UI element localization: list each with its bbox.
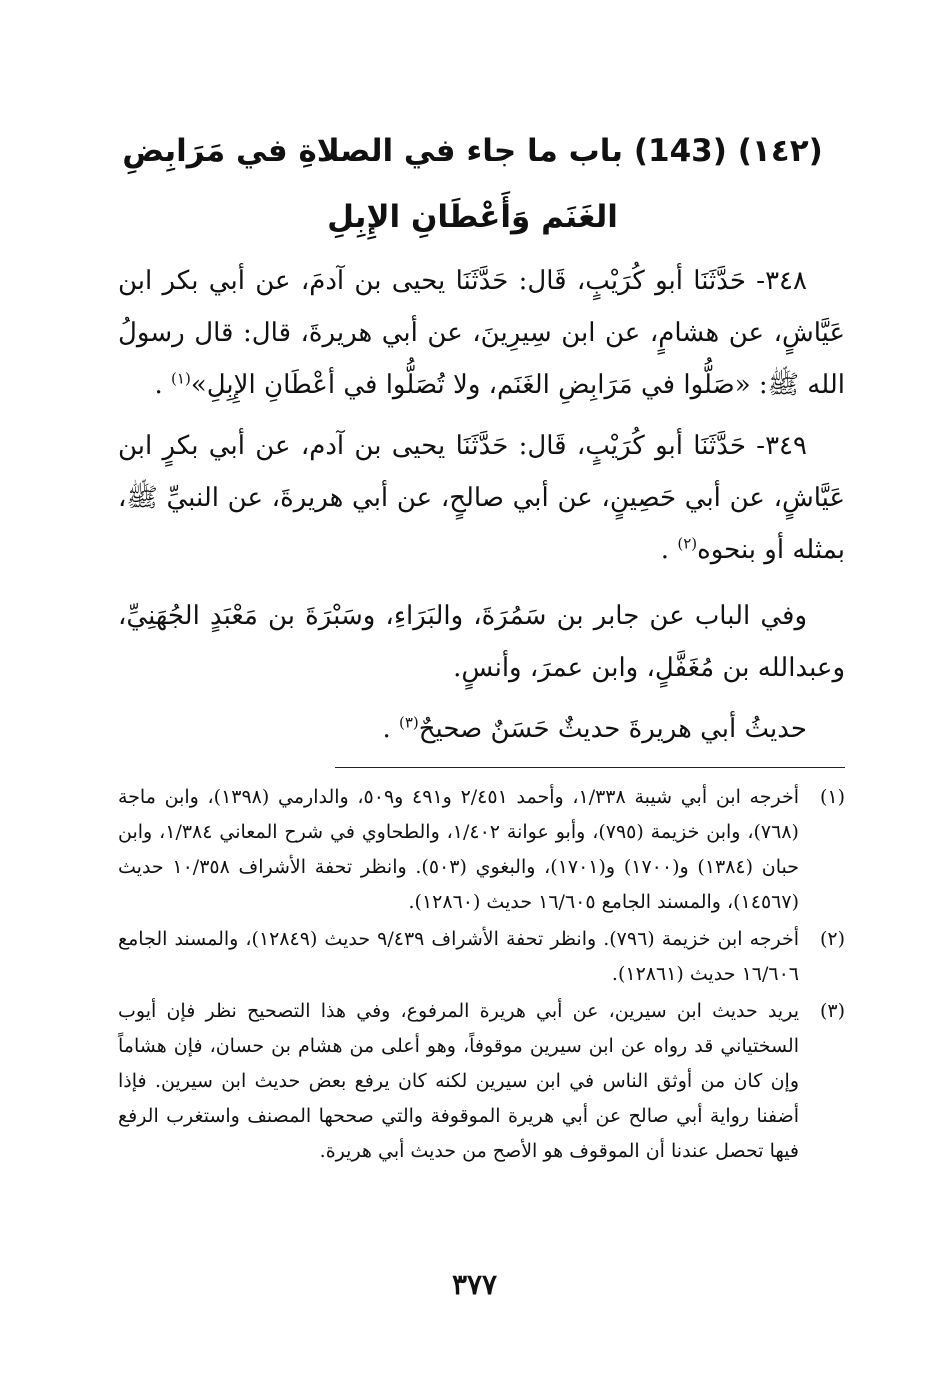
footnote-text: يريد حديث ابن سيرين، عن أبي هريرة المرفوع، وفي هذا التصحيح نظر فإن أيوب السختياني قد رواه عن ابن سيرين موقوفاً، وهو أعلى من هشام بن حسان، فإن هشاماً وإن كان من أوثق الناس في ابن سيرين لكنه كان يرفع بعض حديث ابن سيرين. فإذا أضفنا رواية أبي صالح عن أبي هريرة الموقوفة والتي صححها المصنف واستغرب الرفع فيها تحصل عندنا أن الموقوف هو الأصح من حديث أبي هريرة. — [118, 1000, 799, 1162]
grading-paragraph — [118, 703, 845, 755]
paragraph-text: وفي الباب عن جابر بن سَمُرَةَ، والبَرَاءِ، وسَبْرَةَ بن مَعْبَدٍ الجُهَنِيِّ، وعبدالله بن مُغَفَّلٍ، وابن عمرَ، وأنسٍ. — [118, 601, 845, 683]
footnote-number: (١) — [819, 786, 845, 808]
paragraph-text: حديثُ أبي هريرةَ حديثٌ حَسَنٌ صحيحٌ — [418, 714, 807, 744]
hadith-348 — [118, 255, 845, 411]
footnote-ref: (٢) — [677, 534, 698, 553]
footnote-ref: (١) — [171, 369, 191, 388]
footnote-text: أخرجه ابن خزيمة (٧٩٦). وانظر تحفة الأشراف ٩/٤٣٩ حديث (١٢٨٤٩)، والمسند الجامع ١٦/٦٠٦ حديث (١٢٨٦١). — [118, 928, 800, 985]
page-number: ٣٧٧ — [451, 1268, 498, 1301]
hadith-end: . — [154, 370, 172, 400]
hadith-text: ٣٤٨- حَدَّثَنَا أبو كُرَيْبٍ، قَال: حَدَّثَنَا يحيى بن آدمَ، عن أبي بكر ابن عَيَّاشٍ، عن هشامٍ، عن ابن سِيرِينَ، عن أبي هريرةَ، قال: قال رسولُ الله ﷺ: «صَلُّوا في مَرَابِضِ الغَنَم، ولا تُصَلُّوا في أعْطَانِ الإِبِلِ» — [118, 266, 845, 400]
footnote-divider — [335, 767, 845, 768]
footnote-number: (٣) — [819, 1000, 845, 1022]
footnote-text: أخرجه ابن أبي شيبة ١/٣٣٨، وأحمد ٢/٤٥١ و٤٩١ و٥٠٩، والدارمي (١٣٩٨)، وابن ماجة (٧٦٨)، وابن خزيمة (٧٩٥)، وأبو عوانة ١/٤٠٢، والطحاوي في شرح المعاني ١/٣٨٤، وابن حبان (١٣٨٤) و(١٧٠٠) و(١٧٠١)، والبغوي (٥٠٣). وانظر تحفة الأشراف ١٠/٣٥٨ حديث (١٤٥٦٧)، والمسند الجامع ١٦/٦٠٥ حديث (١٢٨٦٠). — [118, 786, 799, 913]
chapter-heading: (١٤٢) (143) باب ما جاء في الصلاةِ في مَرَابِضِ الغَنَم وَأَعْطَانِ الإِبِلِ — [122, 133, 823, 235]
footnote-1 — [118, 780, 845, 920]
hadith-end: . — [660, 535, 678, 565]
hadith-349 — [118, 420, 845, 576]
in-the-chapter-paragraph — [118, 590, 845, 694]
footnote-number: (٢) — [819, 928, 845, 950]
footnotes — [118, 780, 845, 1171]
footnote-3 — [118, 994, 845, 1169]
paragraph-end: . — [382, 714, 399, 744]
hadith-text: ٣٤٩- حَدَّثَنَا أبو كُرَيْبٍ، قَال: حَدَّثَنَا يحيى بن آدم، عن أبي بكرٍ ابن عَيَّاشٍ، عن أبي حَصِينٍ، عن أبي صالحٍ، عن أبي هريرةَ، عن النبيِّ ﷺ، بمثله أو بنحوه — [118, 431, 845, 565]
footnote-2 — [118, 922, 845, 992]
footnote-ref: (٣) — [398, 713, 419, 732]
